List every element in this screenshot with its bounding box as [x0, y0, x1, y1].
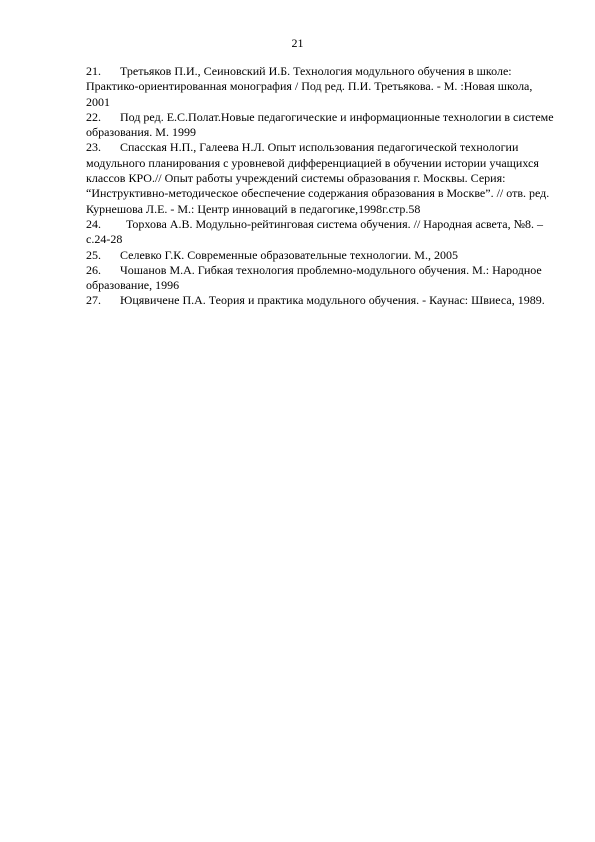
reference-text: Торхова А.В. Модульно-рейтинговая система обучения. // Народная асвета, №8. – с.24-28: [86, 216, 544, 247]
reference-number: 27.: [86, 293, 101, 308]
reference-text: Селевко Г.К. Современные образовательные технологии. М., 2005: [120, 247, 458, 262]
reference-text: Спасская Н.П., Галеева Н.Л. Опыт использования педагогической технологии модульного планирования с уровневой дифференциацией в обучении истории учащихся классов КРО.// Опыт работы учреждений системы образования г. Москвы. Серия: “Инструктивно-методическое обеспечение содержания образования в Москве”. // отв. ред. Курнешова Л.Е. - М.: Центр инноваций в педагогике,1998г.стр.58: [86, 140, 550, 216]
reference-text: Под ред. Е.С.Полат.Новые педагогические и информационные технологии в системе образования. М. 1999: [86, 109, 554, 140]
page-number: 21: [291, 36, 304, 50]
reference-item: [86, 263, 556, 294]
reference-number: 23.: [86, 140, 101, 155]
reference-item: [86, 293, 556, 308]
reference-item: [86, 248, 556, 263]
reference-item: [86, 217, 556, 248]
reference-text: Чошанов М.А. Гибкая технология проблемно-модульного обучения. М.: Народное образование, 1996: [86, 262, 542, 293]
reference-number: 25.: [86, 247, 101, 262]
reference-item: [86, 140, 556, 216]
reference-list: [86, 64, 556, 309]
reference-text: Юцявичене П.А. Теория и практика модульного обучения. - Каунас: Швиеса, 1989.: [120, 293, 545, 308]
reference-number: 24.: [86, 216, 101, 231]
reference-number: 22.: [86, 109, 101, 124]
reference-item: [86, 64, 556, 110]
reference-number: 21.: [86, 64, 101, 78]
reference-number: 26.: [86, 262, 101, 277]
reference-text: Третьяков П.И., Сеиновский И.Б. Технология модульного обучения в школе: Практико-ориентированная монография / Под ред. П.И. Третьякова. - М. :Новая школа, 2001: [86, 64, 533, 109]
reference-item: [86, 110, 556, 141]
